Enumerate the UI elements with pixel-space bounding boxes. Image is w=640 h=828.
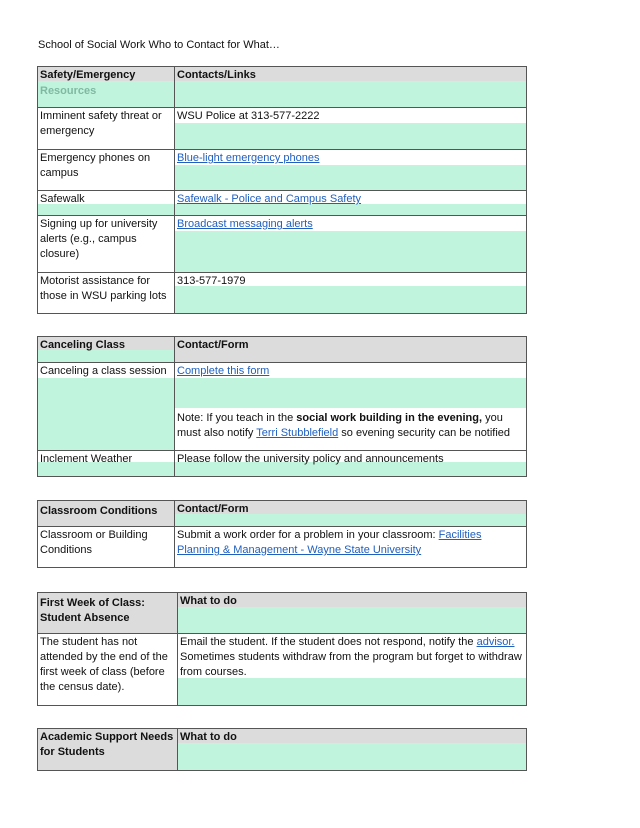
safety-row-value: [175, 191, 527, 216]
academic-header-left: Academic Support Needs for Students: [38, 729, 178, 771]
safety-row-value: 313-577-1979: [175, 273, 527, 314]
academic-support-table: [37, 728, 527, 771]
advisor-link[interactable]: advisor.: [476, 636, 515, 648]
evening-note: Note: If you teach in the social work building in the evening, you must also notify Terri Stubblefield so evening security can be notified: [177, 412, 511, 439]
safewalk-link[interactable]: Safewalk - Police and Campus Safety: [177, 193, 362, 205]
first-week-header-left: First Week of Class: Student Absence: [38, 593, 178, 634]
first-week-row-value: Email the student. If the student does not respond, notify the advisor. Sometimes students withdraw from the program but forget to withdraw from courses.: [178, 634, 527, 706]
classroom-header-left: Classroom Conditions: [38, 501, 175, 527]
first-week-table: [37, 592, 527, 706]
canceling-row-label: Inclement Weather: [38, 451, 175, 477]
terri-stubblefield-link[interactable]: Terri Stubblefield: [256, 427, 339, 439]
safety-table: [37, 66, 527, 314]
cancel-class-form-link[interactable]: Complete this form: [177, 365, 270, 377]
safety-row-label: Emergency phones on campus: [38, 150, 175, 191]
safety-row-label: Imminent safety threat or emergency: [38, 108, 175, 150]
academic-header-right: What to do: [178, 729, 527, 771]
safety-row-label: Safewalk: [38, 191, 175, 216]
safety-header-label: Safety/Emergency: [40, 69, 136, 81]
broadcast-alerts-link[interactable]: Broadcast messaging alerts: [177, 218, 313, 230]
canceling-header-left: Canceling Class: [38, 337, 175, 363]
classroom-header-right: Contact/Form: [175, 501, 527, 527]
safety-header-left: [38, 67, 175, 108]
page-title: School of Social Work Who to Contact for What…: [38, 39, 280, 51]
canceling-row-value: Please follow the university policy and announcements: [175, 451, 527, 477]
safety-row-value: [175, 150, 527, 191]
safety-row-value: WSU Police at 313-577-2222: [175, 108, 527, 150]
blue-light-phones-link[interactable]: Blue-light emergency phones: [177, 152, 320, 164]
first-week-row-label: The student has not attended by the end of the first week of class (before the census date).: [38, 634, 178, 706]
classroom-row-label: Classroom or Building Conditions: [38, 527, 175, 568]
classroom-table: [37, 500, 527, 568]
safety-row-label: Signing up for university alerts (e.g., campus closure): [38, 216, 175, 273]
canceling-row-value: [175, 363, 527, 451]
classroom-row-value: Submit a work order for a problem in your classroom: Facilities Planning & Management - Wayne State University: [175, 527, 527, 568]
safety-header-right: Contacts/Links: [175, 67, 527, 108]
facilities-link[interactable]: Facilities Planning & Management - Wayne State University: [177, 529, 482, 556]
canceling-table: [37, 336, 527, 477]
safety-row-value: [175, 216, 527, 273]
canceling-header-right: Contact/Form: [175, 337, 527, 363]
first-week-header-right: What to do: [178, 593, 527, 634]
safety-row-label: Motorist assistance for those in WSU parking lots: [38, 273, 175, 314]
canceling-row-label: Canceling a class session: [38, 363, 175, 451]
safety-header-sub: Resources: [40, 85, 97, 97]
